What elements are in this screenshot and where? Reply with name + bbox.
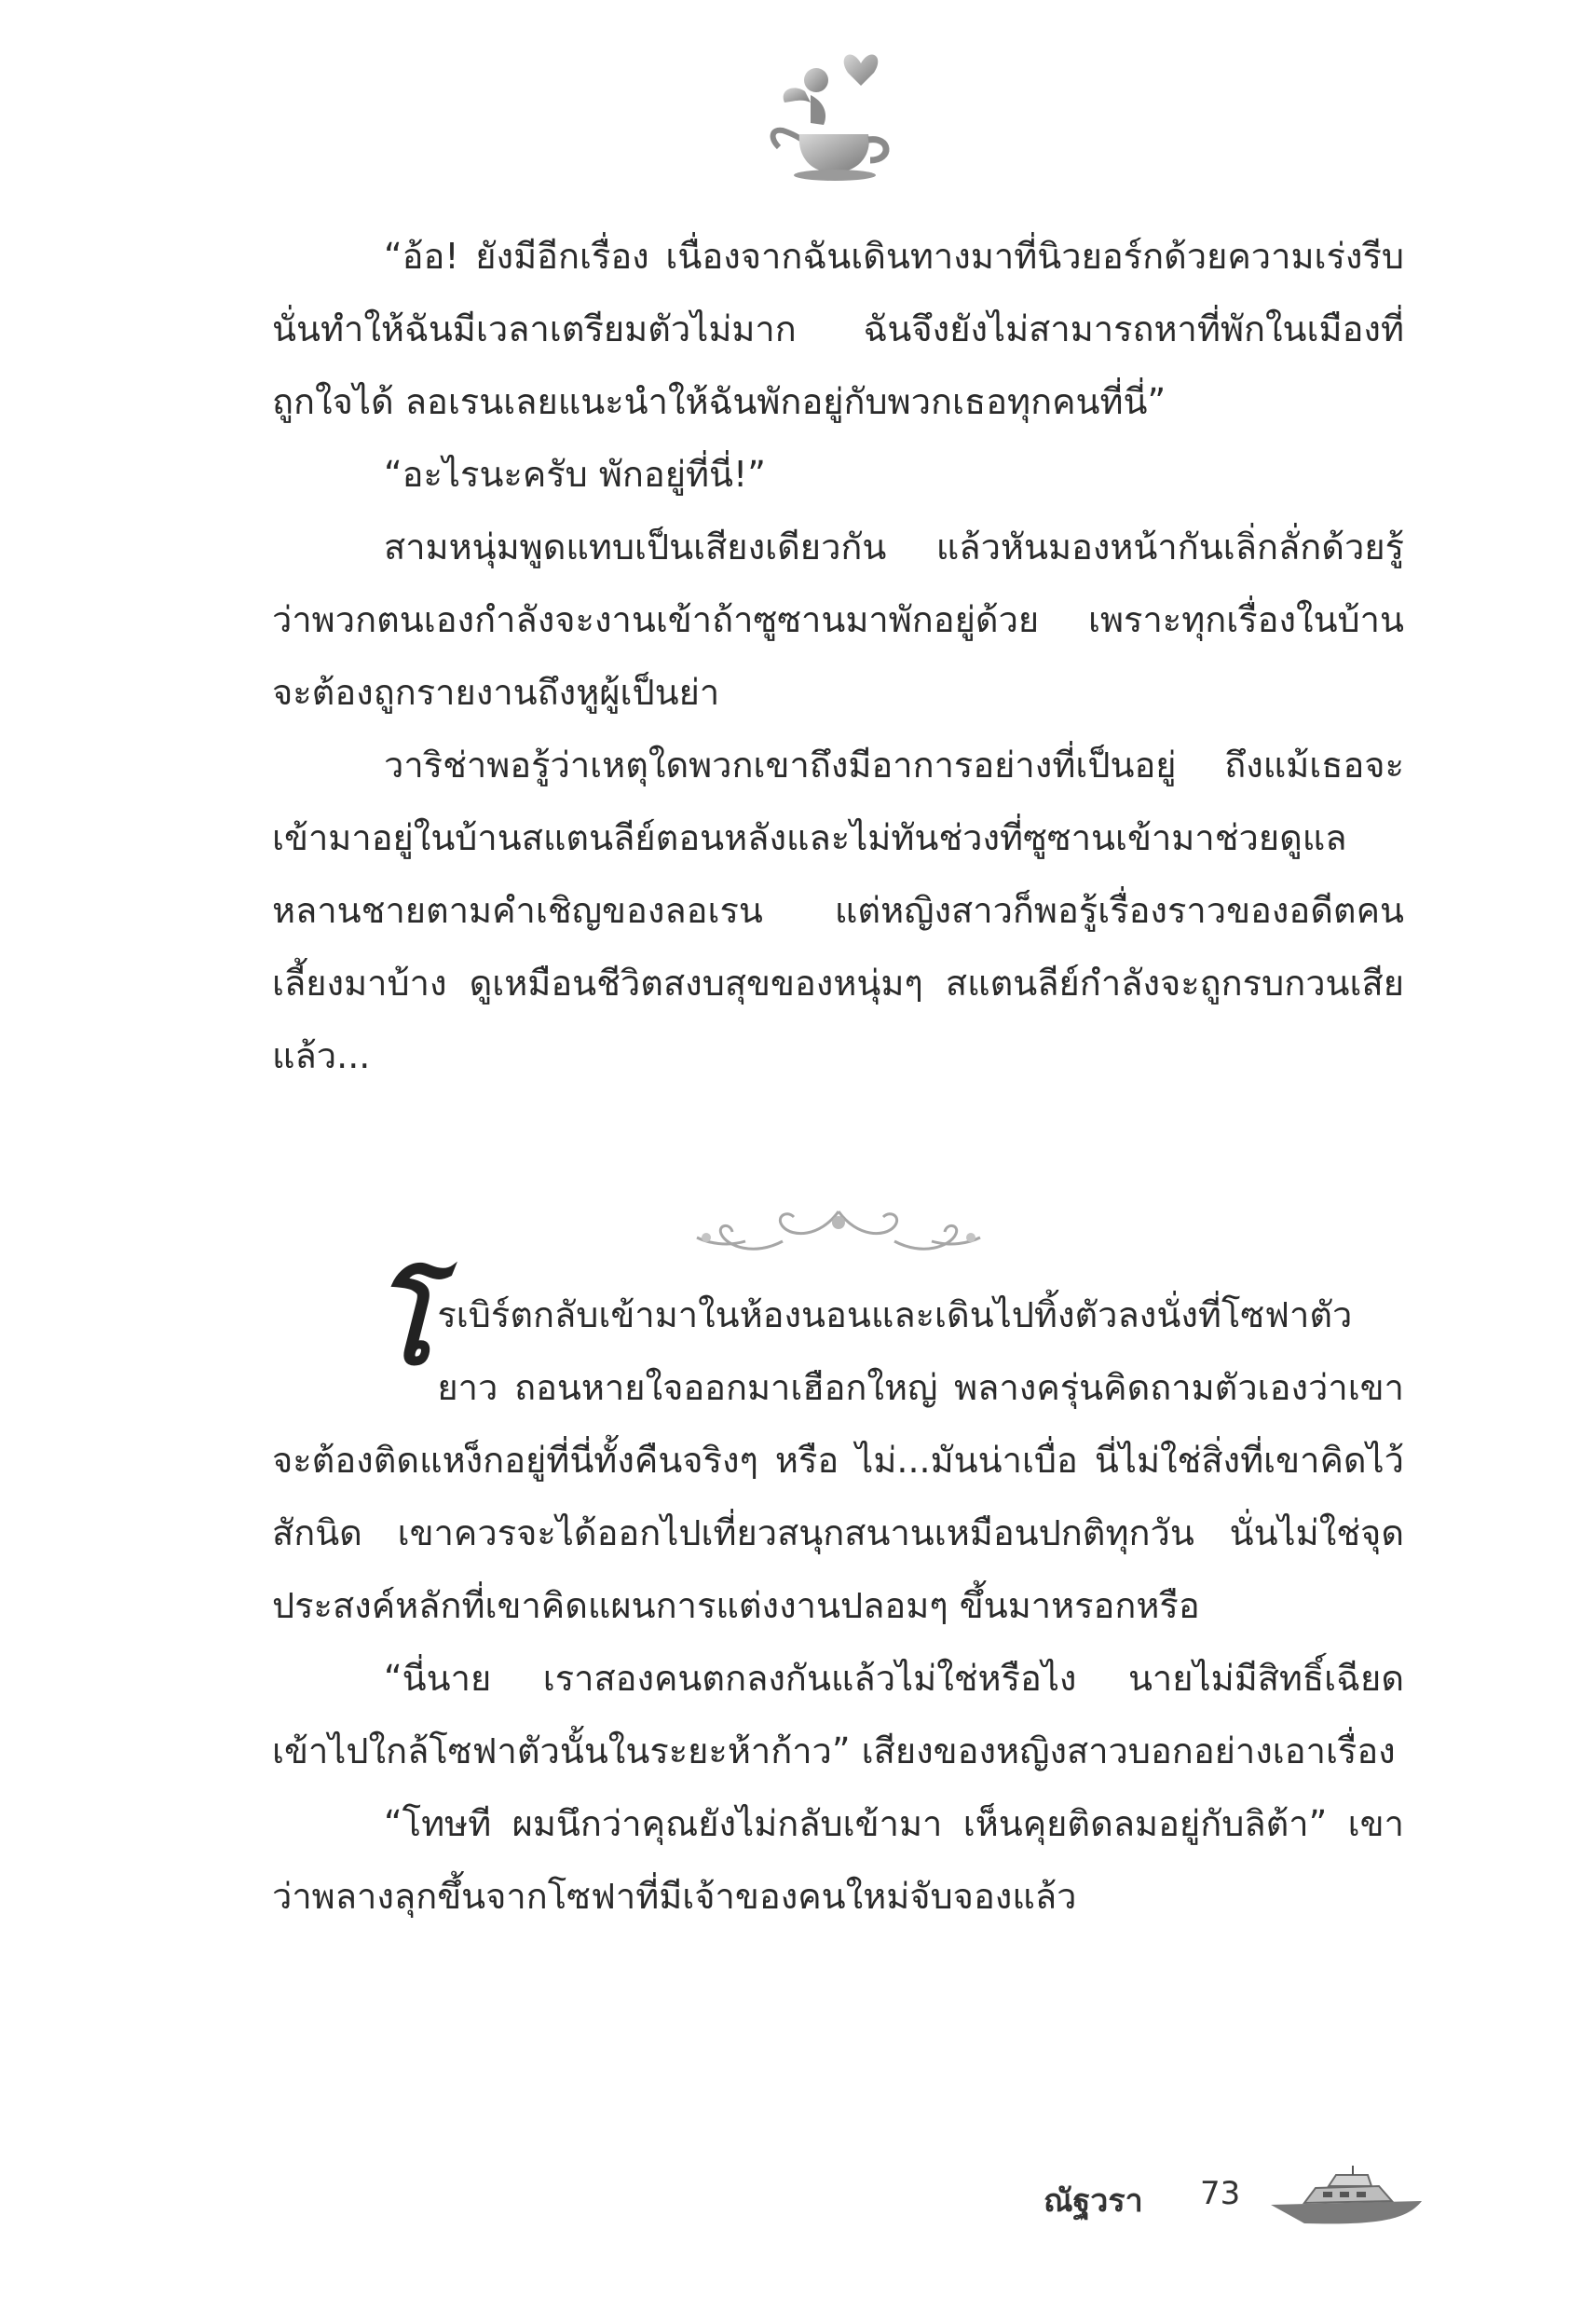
- page-number: 73: [1200, 2175, 1241, 2212]
- page-footer: [1044, 2164, 1435, 2238]
- paragraph-text: รเบิร์ตกลับเข้ามาในห้องนอนและเดินไปทิ้งตัวลงนั่งที่โซฟาตัวยาว ถอนหายใจออกมาเฮือกใหญ่ พลางครุ่นคิดถามตัวเองว่าเขาจะต้องติดแหง็กอยู่ที่นี่ทั้งคืนจริงๆ หรือ ไม่...มันน่าเบื่อ นี่ไม่ใช่สิ่งที่เขาคิดไว้สักนิด เขาควรจะได้ออกไปเที่ยวสนุกสนานเหมือนปกติทุกวัน นั่นไม่ใช่จุดประสงค์หลักที่เขาคิดแผนการแต่งงานปลอมๆ ขึ้นมาหรอกหรือ: [272, 1294, 1404, 1626]
- teapot-cupid-ornament-icon: [751, 45, 900, 185]
- paragraph: สามหนุ่มพูดแทบเป็นเสียงเดียวกัน แล้วหันมองหน้ากันเลิ่กลั่กด้วยรู้ว่าพวกตนเองกำลังจะงานเข้าถ้าซูซานมาพักอยู่ด้วย เพราะทุกเรื่องในบ้านจะต้องถูกรายงานถึงหูผู้เป็นย่า: [272, 526, 1404, 713]
- chapter-first-paragraph: [272, 1260, 1404, 1642]
- text-section-2: [272, 1260, 1404, 1933]
- text-section-1: [272, 220, 1404, 1092]
- author-name: ณัฐวรา: [1044, 2182, 1143, 2220]
- paragraph: “โทษที ผมนึกว่าคุณยังไม่กลับเข้ามา เห็นคุยติดลมอยู่กับลิต้า” เขาว่าพลางลุกขึ้นจากโซฟาที่มีเจ้าของคนใหม่จับจองแล้ว: [272, 1803, 1404, 1917]
- drop-cap: โ: [373, 1260, 432, 1389]
- paragraph: “อ้อ! ยังมีอีกเรื่อง เนื่องจากฉันเดินทางมาที่นิวยอร์กด้วยความเร่งรีบ นั่นทำให้ฉันมีเวลาเตรียมตัวไม่มาก ฉันจึงยังไม่สามารถหาที่พักในเมืองที่ถูกใจได้ ลอเรนเลยแนะนำให้ฉันพักอยู่กับพวกเธอทุกคนที่นี่”: [272, 236, 1404, 422]
- scroll-divider-icon: [689, 1200, 988, 1265]
- paragraph: “อะไรนะครับ พักอยู่ที่นี่!”: [384, 454, 766, 495]
- yacht-icon: [1267, 2164, 1425, 2229]
- paragraph: วาริช่าพอรู้ว่าเหตุใดพวกเขาถึงมีอาการอย่างที่เป็นอยู่ ถึงแม้เธอจะเข้ามาอยู่ในบ้านสแตนลีย์ตอนหลังและไม่ทันช่วงที่ซูซานเข้ามาช่วยดูแลหลานชายตามคำเชิญของลอเรน แต่หญิงสาวก็พอรู้เรื่องราวของอดีตคนเลี้ยงมาบ้าง ดูเหมือนชีวิตสงบสุขของหนุ่มๆ สแตนลีย์กำลังจะถูกรบกวนเสียแล้ว...: [272, 745, 1404, 1076]
- paragraph: “นี่นาย เราสองคนตกลงกันแล้วไม่ใช่หรือไง นายไม่มีสิทธิ์เฉียดเข้าไปใกล้โซฟาตัวนั้นในระยะห้าก้าว” เสียงของหญิงสาวบอกอย่างเอาเรื่อง: [272, 1658, 1404, 1771]
